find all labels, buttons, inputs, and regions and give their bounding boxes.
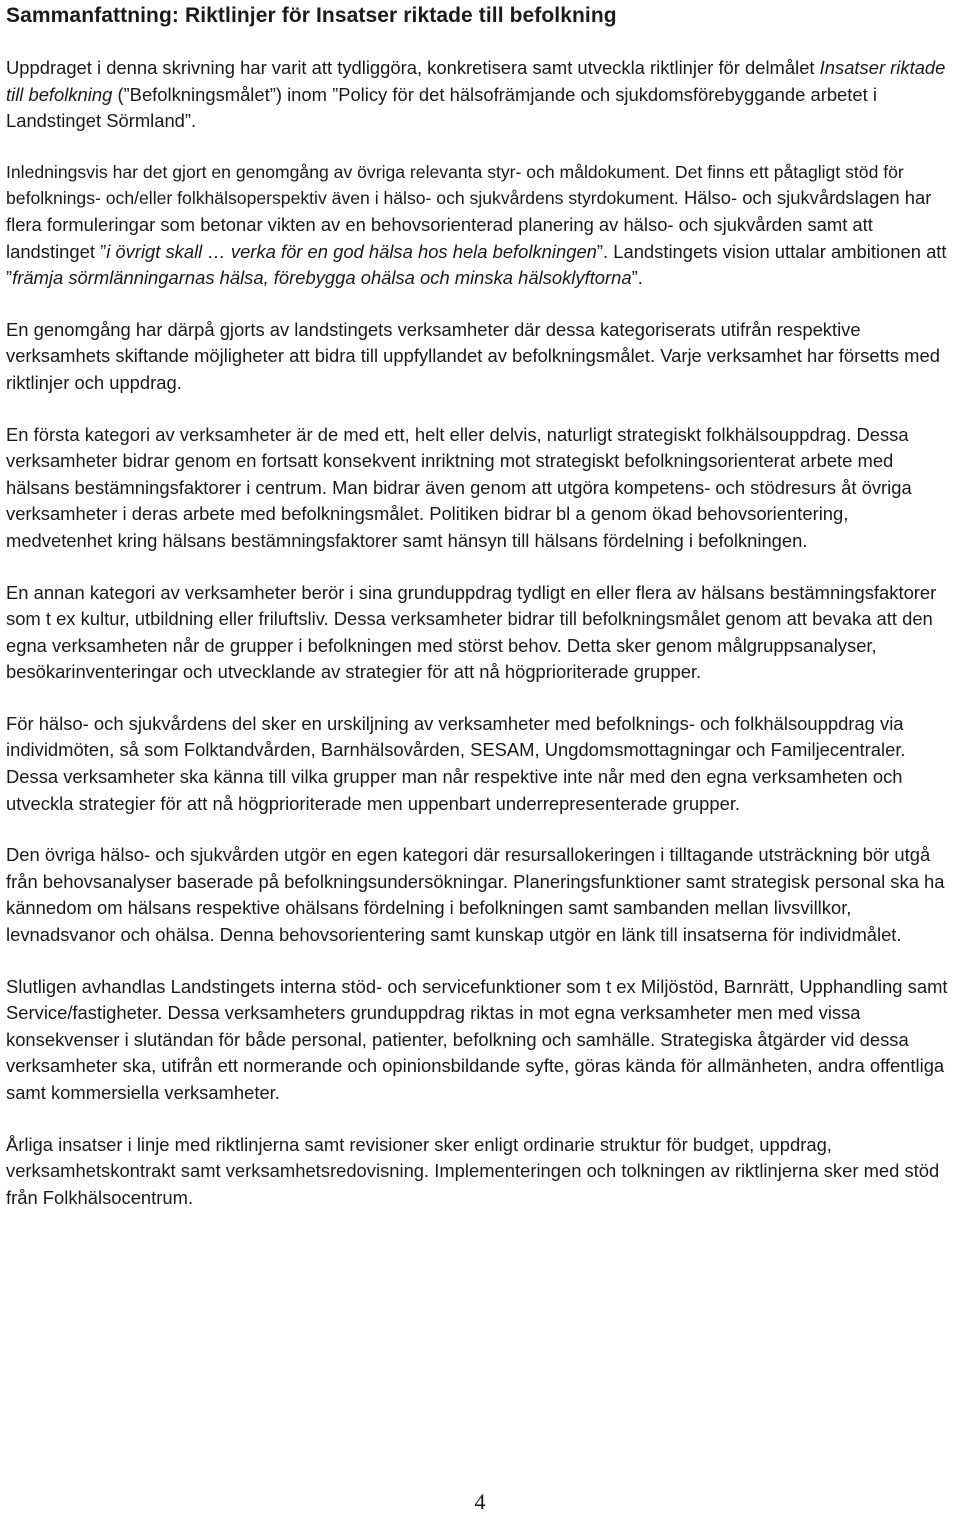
- page-title: Sammanfattning: Riktlinjer för Insatser riktade till befolkning: [6, 4, 617, 27]
- text-run: Hälso- och sjukvårdslagen har flera formuleringar som betonar vikten av en behovsorienterad planering av hälso- och sjukvården samt att landstinget ”: [6, 187, 932, 262]
- text-run: ”.: [631, 267, 643, 289]
- text-run: (”Befolkningsmålet”) inom ”Policy för det hälsofrämjande och sjukdomsförebyggande arbetet i Landstinget Sörmland”.: [6, 83, 877, 132]
- italic-quote: främja sörmlänningarnas hälsa, förebygga ohälsa och minska hälsoklyftorna: [12, 267, 632, 289]
- document-page: [6, 0, 956, 1211]
- paragraph-introduction: [6, 160, 956, 292]
- italic-quote: i övrigt skall … verka för en god hälsa hos hela befolkningen: [106, 240, 597, 262]
- paragraph-first-category: En första kategori av verksamheter är de med ett, helt eller delvis, naturligt strategiskt folkhälsouppdrag. Dessa verksamheter bidrar genom en fortsatt konsekvent inriktning mot strategiskt befolkningsorienterat arbete med hälsans bestämningsfaktorer i centrum. Man bidrar även genom att utgöra kompetens- och stödresurs åt övriga verksamheter i deras arbete med befolkningsmålet. Politiken bidrar bl a genom ökad behovsorientering, medvetenhet kring hälsans bestämningsfaktorer samt hänsyn till hälsans fördelning i befolkningen.: [6, 423, 912, 551]
- paragraph-assignment: [6, 55, 956, 135]
- text-run: Inledningsvis har det gjort en genomgång av övriga relevanta styr- och måldokument. Det finns ett påtagligt stöd för befolknings- och/eller folkhälsoperspektiv även i hälso- och sjukvårdens styrdokument.: [6, 161, 904, 209]
- paragraph-second-category: En annan kategori av verksamheter berör i sina grunduppdrag tydligt en eller flera av hälsans bestämningsfaktorer som t ex kultur, utbildning eller friluftsliv. Dessa verksamheter bidrar till befolkningsmålet genom att bevaka att den egna verksamheten når de grupper i befolkningen med störst behov. Detta sker genom målgruppsanalyser, besökarinventeringar och utvecklande av strategier för att nå högprioriterade grupper.: [6, 581, 937, 683]
- paragraph-review: En genomgång har därpå gjorts av landstingets verksamheter där dessa kategoriserats utifrån respektive verksamhets skiftande möjligheter att bidra till uppfyllandet av befolkningsmålet. Varje verksamhet har försetts med riktlinjer och uppdrag.: [6, 318, 940, 393]
- paragraph-annual-efforts: Årliga insatser i linje med riktlinjerna samt revisioner sker enligt ordinarie struktur för budget, uppdrag, verksamhetskontrakt samt verksamhetsredovisning. Implementeringen och tolkningen av riktlinjerna sker med stöd från Folkhälsocentrum.: [6, 1133, 940, 1208]
- page-number: 4: [474, 1489, 486, 1514]
- text-run: ”. Landstingets vision uttalar ambitionen att ”: [6, 240, 947, 289]
- paragraph-support-functions: Slutligen avhandlas Landstingets interna stöd- och servicefunktioner som t ex Miljöstöd, Barnrätt, Upphandling samt Service/fastigheter. Dessa verksamheters grunduppdrag riktas in mot egna verksamheter men med vissa konsekvenser i slutändan för både personal, patienter, befolkning och samhälle. Strategiska åtgärder vid dessa verksamheter ska, utifrån ett normerande och opinionsbildande syfte, göras kända för allmänheten, andra offentliga samt kommersiella verksamheter.: [6, 975, 948, 1103]
- paragraph-health-care: För hälso- och sjukvårdens del sker en urskiljning av verksamheter med befolknings- och folkhälsouppdrag via individmöten, så som Folktandvården, Barnhälsovården, SESAM, Ungdomsmottagningar och Familjecentraler. Dessa verksamheter ska känna till vilka grupper man når respektive inte når med den egna verksamheten och utveckla strategier för att nå högprioriterade men uppenbart underrepresenterade grupper.: [6, 712, 906, 814]
- text-run: Uppdraget i denna skrivning har varit att tydliggöra, konkretisera samt utveckla riktlinjer för delmålet: [6, 57, 820, 78]
- italic-text: Insatser riktade till befolkning: [6, 57, 946, 105]
- paragraph-other-health-care: Den övriga hälso- och sjukvården utgör en egen kategori där resursallokeringen i tilltagande utsträckning bör utgå från behovsanalyser baserade på befolkningsundersökningar. Planeringsfunktioner samt strategisk personal ska ha kännedom om hälsans respektive ohälsans fördelning i befolkningen samt sambanden mellan livsvillkor, levnadsvanor och ohälsa. Denna behovsorientering samt kunskap utgör en länk till insatserna för individmålet.: [6, 844, 945, 946]
